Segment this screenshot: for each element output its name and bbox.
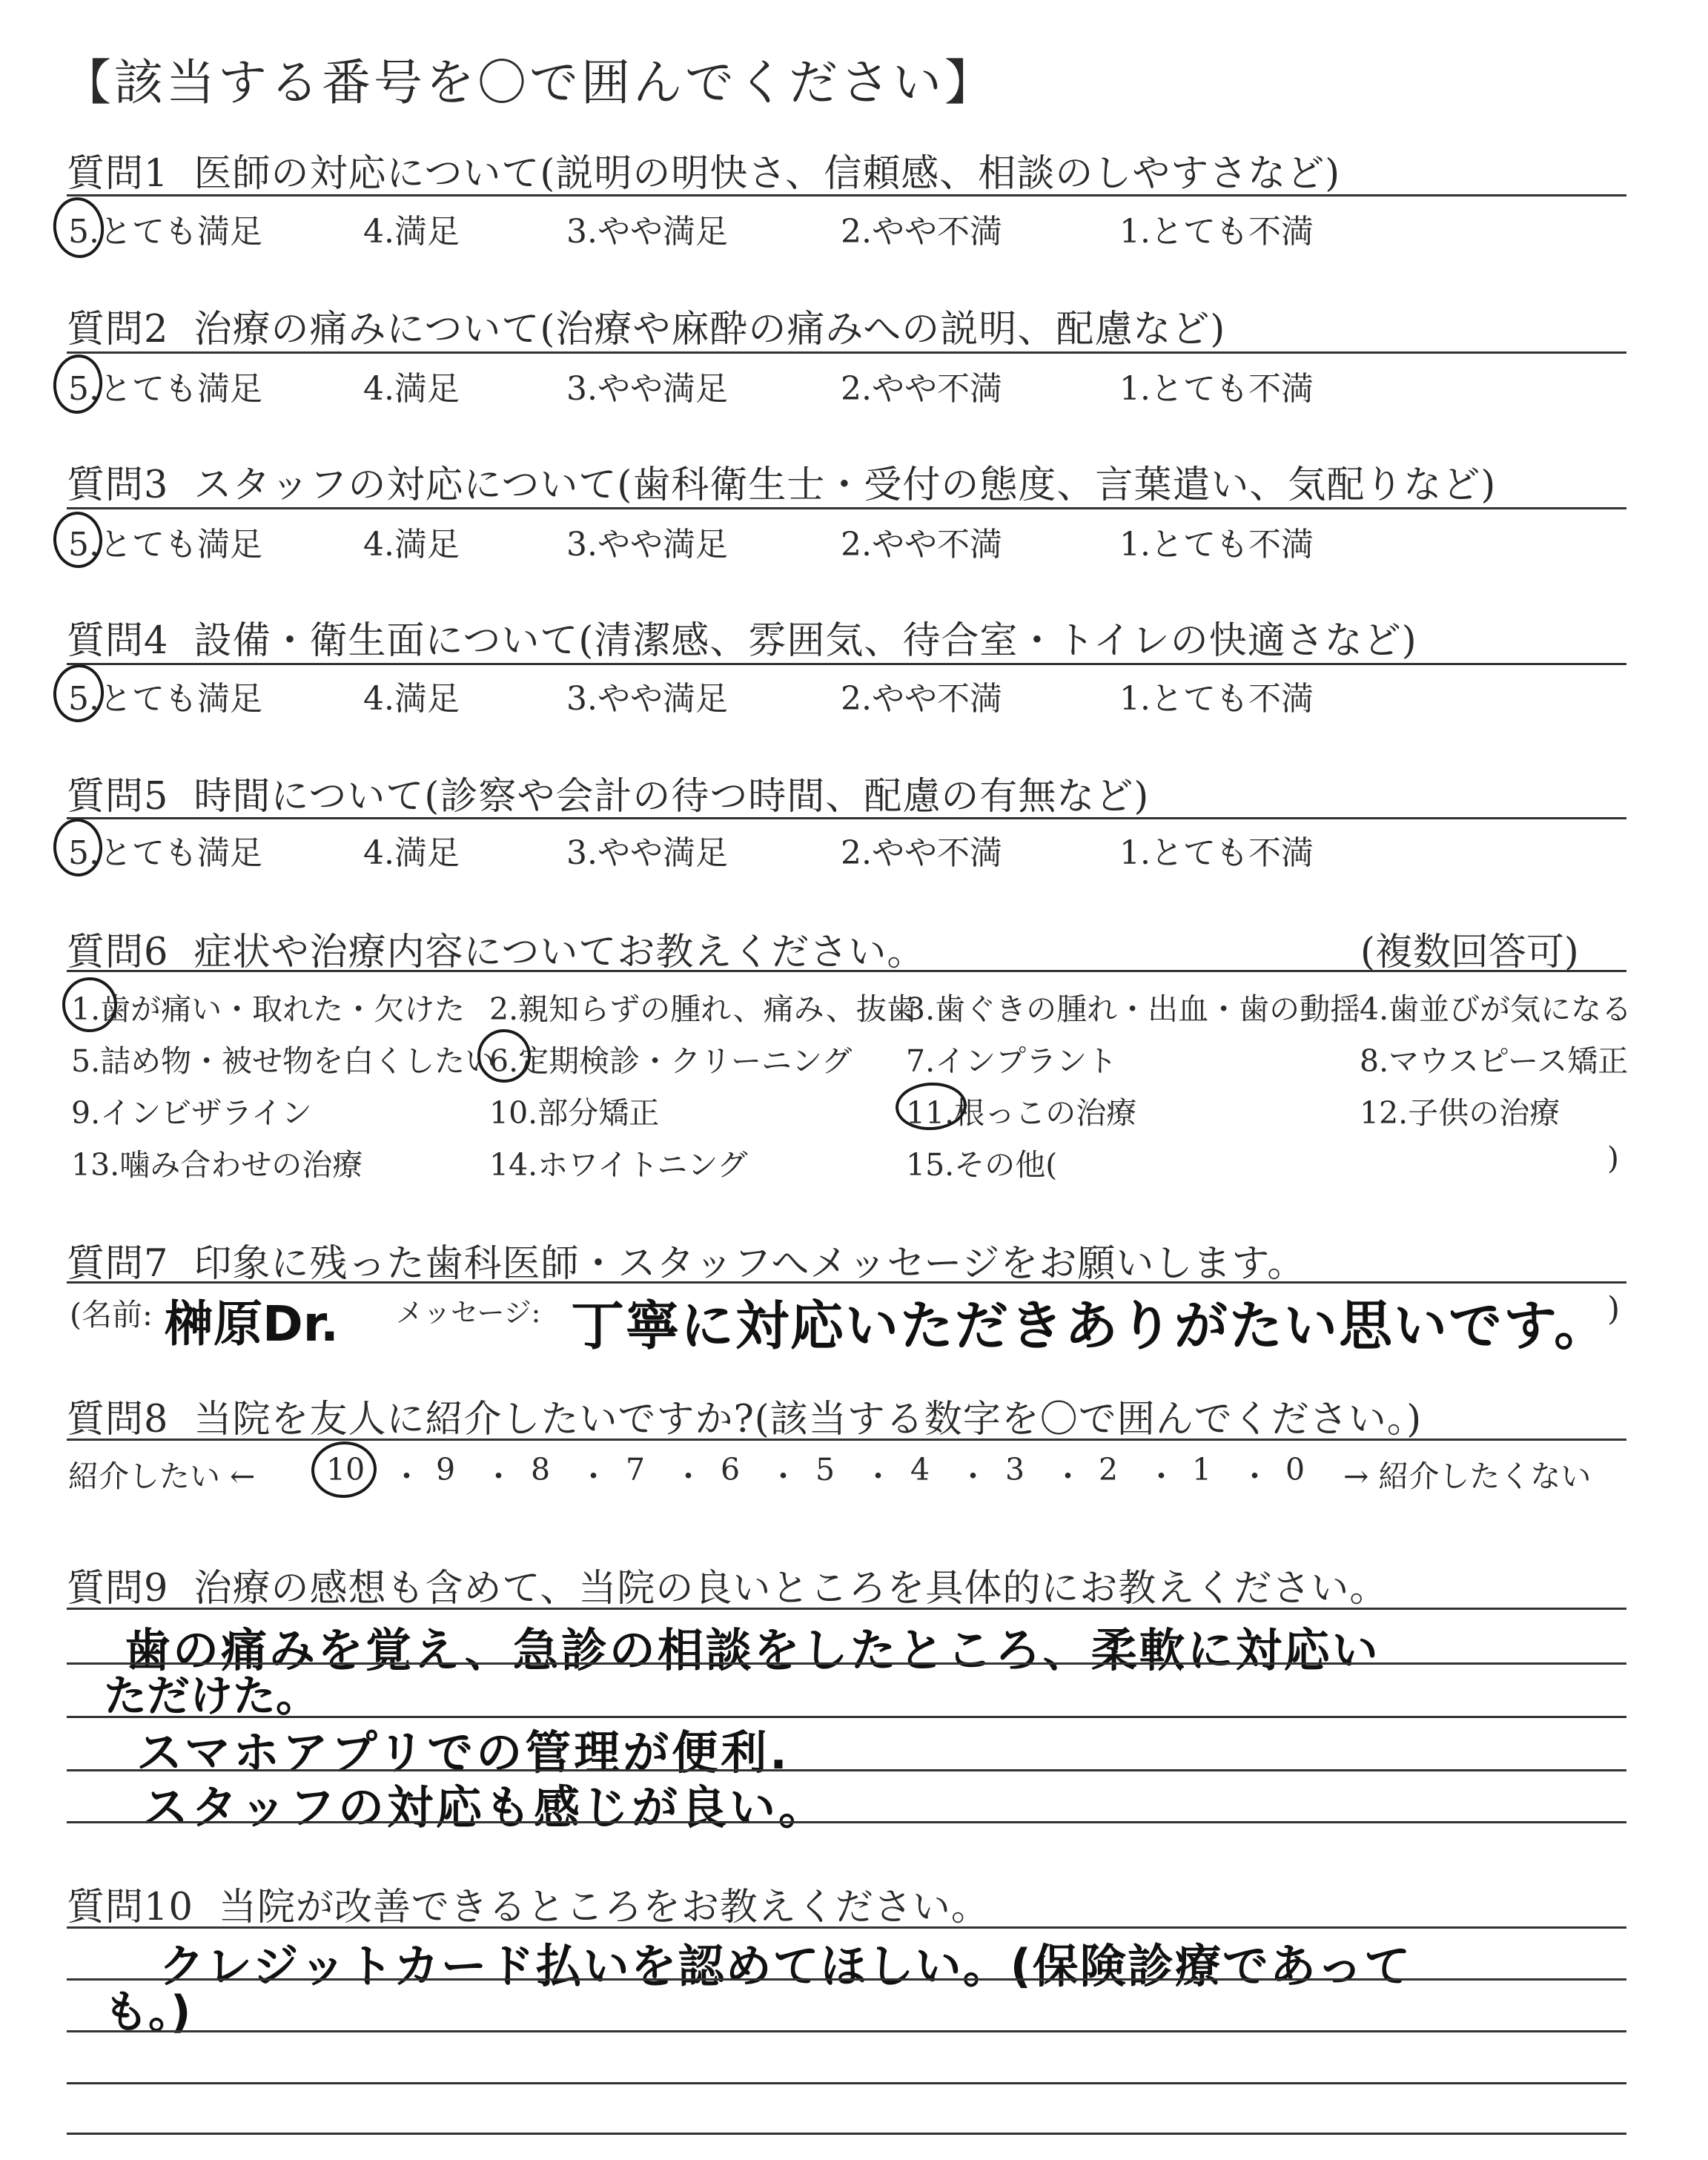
form-header: 【該当する番号を〇で囲んでください】 (62, 54, 996, 111)
q1-option-2[interactable]: 2.やや不満 (841, 213, 1002, 251)
q1-option-3[interactable]: 3.やや満足 (566, 213, 728, 251)
q5-option-4[interactable]: 4.満足 (363, 834, 460, 872)
scale-sep: ・ (673, 1459, 704, 1494)
q4-option-1[interactable]: 1.とても不満 (1119, 680, 1314, 718)
q6-option-1[interactable]: 1.歯が痛い・取れた・欠けた (71, 991, 466, 1027)
scale-sep: ・ (1239, 1459, 1270, 1494)
question-6-title: 質問6 症状や治療内容についてお教えください。 (67, 931, 926, 974)
divider (67, 1926, 1626, 1929)
scale-sep: ・ (863, 1459, 893, 1494)
q6-option-3[interactable]: 3.歯ぐきの腫れ・出血・歯の動揺 (906, 991, 1361, 1027)
q6-option-2[interactable]: 2.親知らずの腫れ、痛み、抜歯 (489, 991, 918, 1027)
scale-9[interactable]: 9 (436, 1452, 456, 1487)
scale-3[interactable]: 3 (1005, 1452, 1025, 1487)
q2-option-5[interactable]: 5.とても満足 (68, 370, 262, 408)
q1-option-4[interactable]: 4.満足 (363, 213, 460, 251)
q2-option-3[interactable]: 3.やや満足 (566, 370, 728, 408)
question-5-title: 質問5 時間について(診察や会計の待つ時間、配慮の有無など) (67, 775, 1150, 819)
q5-option-2[interactable]: 2.やや不満 (841, 834, 1002, 872)
name-handwritten[interactable]: 榊原Dr. (165, 1295, 339, 1353)
q6-option-15-close: ) (1607, 1140, 1619, 1176)
q9-answer-line-1[interactable]: 歯の痛みを覚え、急診の相談をしたところ、柔軟に対応い (125, 1623, 1380, 1677)
divider (67, 1439, 1626, 1441)
recommend-left-label: 紹介したい ← (68, 1459, 256, 1494)
q2-option-1[interactable]: 1.とても不満 (1119, 370, 1314, 408)
q6-option-15[interactable]: 15.その他( (906, 1147, 1058, 1183)
divider (67, 817, 1626, 819)
q10-answer-line-2[interactable]: も。) (104, 1986, 191, 2038)
q6-option-8[interactable]: 8.マウスピース矯正 (1360, 1043, 1629, 1079)
q10-answer-line-1[interactable]: クレジットカード払いを認めてほしい。(保険診療であって (159, 1939, 1412, 1993)
divider (67, 1608, 1626, 1610)
question-10-title: 質問10 当院が改善できるところをお教えください。 (67, 1886, 990, 1929)
q4-option-2[interactable]: 2.やや不満 (841, 680, 1002, 718)
divider (67, 194, 1626, 196)
q5-option-1[interactable]: 1.とても不満 (1119, 834, 1314, 872)
q2-option-4[interactable]: 4.満足 (363, 370, 460, 408)
scale-8[interactable]: 8 (531, 1452, 551, 1487)
q9-answer-line-2[interactable]: ただけた。 (104, 1671, 320, 1721)
q6-option-6[interactable]: 6.定期検診・クリーニング (489, 1043, 853, 1079)
scale-6[interactable]: 6 (721, 1452, 741, 1487)
scale-5[interactable]: 5 (815, 1452, 835, 1487)
q5-option-5[interactable]: 5.とても満足 (68, 834, 262, 872)
divider (67, 663, 1626, 665)
message-close: ) (1607, 1290, 1621, 1328)
question-9-title: 質問9 治療の感想も含めて、当院の良いところを具体的にお教えください。 (67, 1567, 1388, 1611)
scale-10[interactable]: 10 (326, 1452, 365, 1487)
q6-option-11[interactable]: 11.根っこの治療 (906, 1095, 1137, 1131)
q2-option-2[interactable]: 2.やや不満 (841, 370, 1002, 408)
answer-line (67, 1978, 1626, 1981)
scale-2[interactable]: 2 (1099, 1452, 1119, 1487)
scale-sep: ・ (483, 1459, 514, 1494)
multiple-answer-note: (複数回答可) (1360, 931, 1579, 974)
q4-option-3[interactable]: 3.やや満足 (566, 680, 728, 718)
question-7-title: 質問7 印象に残った歯科医師・スタッフへメッセージをお願いします。 (67, 1242, 1306, 1286)
divider (67, 970, 1626, 972)
scale-sep: ・ (391, 1459, 422, 1494)
q6-option-9[interactable]: 9.インビザライン (71, 1095, 312, 1131)
answer-line (67, 2030, 1626, 2032)
q9-answer-line-4[interactable]: スタッフの対応も感じが良い。 (142, 1780, 828, 1834)
q4-option-4[interactable]: 4.満足 (363, 680, 460, 718)
q3-option-2[interactable]: 2.やや不満 (841, 526, 1002, 564)
selection-circle (309, 1439, 378, 1500)
q6-option-7[interactable]: 7.インプラント (906, 1043, 1118, 1079)
scale-1[interactable]: 1 (1192, 1452, 1212, 1487)
question-3-title: 質問3 スタッフの対応について(歯科衛生士・受付の態度、言葉遣い、気配りなど) (67, 463, 1497, 507)
q6-option-4[interactable]: 4.歯並びが気になる (1360, 991, 1632, 1027)
divider (67, 507, 1626, 509)
q3-option-5[interactable]: 5.とても満足 (68, 526, 262, 564)
q6-option-10[interactable]: 10.部分矯正 (489, 1095, 660, 1131)
question-8-title: 質問8 当院を友人に紹介したいですか?(該当する数字を〇で囲んでください。) (67, 1398, 1423, 1441)
q9-answer-line-3[interactable]: スマホアプリでの管理が便利. (136, 1725, 790, 1780)
answer-line (67, 2133, 1626, 2135)
message-label: メッセージ: (396, 1297, 541, 1329)
scale-7[interactable]: 7 (626, 1452, 646, 1487)
message-handwritten[interactable]: 丁寧に対応いただきありがたい思いです。 (571, 1295, 1609, 1357)
scale-0[interactable]: 0 (1285, 1452, 1305, 1487)
scale-sep: ・ (578, 1459, 609, 1494)
name-label: (名前: (70, 1297, 153, 1332)
scale-4[interactable]: 4 (910, 1452, 930, 1487)
question-2-title: 質問2 治療の痛みについて(治療や麻酔の痛みへの説明、配慮など) (67, 308, 1226, 351)
recommend-right-label: → 紹介したくない (1343, 1459, 1592, 1494)
q6-option-14[interactable]: 14.ホワイトニング (489, 1147, 748, 1183)
divider (67, 351, 1626, 354)
scale-sep: ・ (958, 1459, 988, 1494)
q5-option-3[interactable]: 3.やや満足 (566, 834, 728, 872)
q6-option-5[interactable]: 5.詰め物・被せ物を白くしたい (71, 1043, 496, 1079)
q3-option-4[interactable]: 4.満足 (363, 526, 460, 564)
answer-line (67, 1821, 1626, 1823)
q6-option-13[interactable]: 13.噛み合わせの治療 (71, 1147, 363, 1183)
q3-option-1[interactable]: 1.とても不満 (1119, 526, 1314, 564)
q6-option-12[interactable]: 12.子供の治療 (1360, 1095, 1560, 1131)
q3-option-3[interactable]: 3.やや満足 (566, 526, 728, 564)
q4-option-5[interactable]: 5.とても満足 (68, 680, 262, 718)
scale-sep: ・ (1146, 1459, 1176, 1494)
q1-option-1[interactable]: 1.とても不満 (1119, 213, 1314, 251)
scale-sep: ・ (1053, 1459, 1083, 1494)
q1-option-5[interactable]: 5.とても満足 (68, 213, 262, 251)
answer-line (67, 2082, 1626, 2084)
question-4-title: 質問4 設備・衛生面について(清潔感、雰囲気、待合室・トイレの快適さなど) (67, 619, 1417, 663)
scale-sep: ・ (768, 1459, 798, 1494)
question-1-title: 質問1 医師の対応について(説明の明快さ、信頼感、相談のしやすさなど) (67, 152, 1341, 196)
